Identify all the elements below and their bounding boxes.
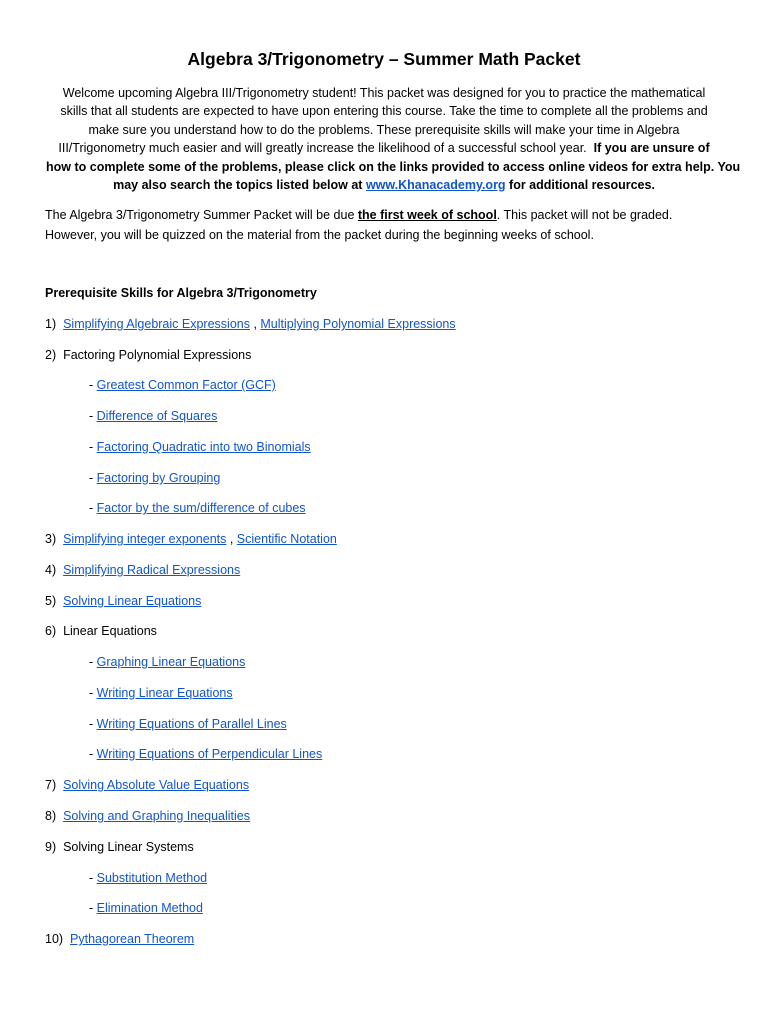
skill-link-inequalities[interactable]: Solving and Graphing Inequalities: [63, 809, 251, 823]
bullet-dash: -: [89, 871, 97, 885]
skill-number: 2): [45, 348, 57, 362]
skill-link-difference-of-squares[interactable]: Difference of Squares: [96, 409, 218, 423]
skill-link-radical-expressions[interactable]: Simplifying Radical Expressions: [63, 563, 241, 577]
skill-link-scientific-notation[interactable]: Scientific Notation: [236, 532, 337, 546]
skill-label: Linear Equations: [63, 624, 157, 638]
bullet-dash: -: [89, 655, 97, 669]
skill-link-absolute-value-equations[interactable]: Solving Absolute Value Equations: [63, 778, 250, 792]
skill-item-7: [45, 776, 249, 794]
bullet-dash: -: [89, 409, 97, 423]
skill-item-5: [45, 592, 201, 610]
bullet-dash: -: [89, 378, 97, 392]
bullet-dash: -: [89, 501, 97, 515]
skill-number: 4): [45, 563, 57, 577]
due-line: [45, 206, 735, 226]
skills-heading: Prerequisite Skills for Algebra 3/Trigonometry: [45, 286, 317, 300]
skill-item-1: [45, 315, 456, 333]
sub-skill-item: [89, 899, 203, 917]
bullet-dash: -: [89, 471, 97, 485]
sub-skill-item: [89, 653, 245, 671]
skill-link-integer-exponents[interactable]: Simplifying integer exponents: [63, 532, 227, 546]
bullet-dash: -: [89, 440, 97, 454]
sub-skill-item: [89, 869, 207, 887]
due-date-paragraph: [45, 206, 735, 245]
skill-link-multiplying-polynomial-expressions[interactable]: Multiplying Polynomial Expressions: [260, 317, 456, 331]
skill-separator: ,: [249, 317, 261, 331]
skill-link-factoring-quadratic[interactable]: Factoring Quadratic into two Binomials: [96, 440, 311, 454]
skill-number: 3): [45, 532, 57, 546]
intro-line: skills that all students are expected to have upon entering this course. Take the time to complete all the problems and: [60, 104, 708, 119]
bullet-dash: -: [89, 747, 97, 761]
bullet-dash: -: [89, 901, 97, 915]
sub-skill-item: [89, 376, 276, 394]
skill-separator: ,: [226, 532, 237, 546]
skill-link-greatest-common-factor[interactable]: Greatest Common Factor (GCF): [96, 378, 276, 392]
skill-number: 7): [45, 778, 57, 792]
sub-skill-item: [89, 745, 322, 763]
skill-link-solving-linear-equations[interactable]: Solving Linear Equations: [63, 594, 202, 608]
due-line: However, you will be quizzed on the material from the packet during the beginning weeks of school.: [45, 227, 594, 242]
bullet-dash: -: [89, 686, 97, 700]
skill-link-graphing-linear-equations[interactable]: Graphing Linear Equations: [96, 655, 246, 669]
skill-item-4: [45, 561, 240, 579]
intro-line: make sure you understand how to do the problems. These prerequisite skills will make your time in Algebra: [88, 122, 680, 137]
intro-line: [46, 176, 722, 194]
sub-skill-item: [89, 438, 311, 456]
skill-item-10: [45, 930, 194, 948]
sub-skill-item: [89, 684, 233, 702]
skill-link-perpendicular-lines[interactable]: Writing Equations of Perpendicular Lines: [96, 747, 323, 761]
intro-bold-text: how to complete some of the problems, please click on the links provided to access online videos for extra help. You: [46, 159, 741, 174]
skill-link-factoring-by-grouping[interactable]: Factoring by Grouping: [96, 471, 221, 485]
skill-link-elimination-method[interactable]: Elimination Method: [96, 901, 203, 915]
document-title: Algebra 3/Trigonometry – Summer Math Packet: [187, 49, 581, 69]
skill-item-3: [45, 530, 337, 548]
skill-link-simplifying-algebraic-expressions[interactable]: Simplifying Algebraic Expressions: [63, 317, 250, 331]
intro-paragraph: [46, 84, 741, 194]
skill-number: 6): [45, 624, 57, 638]
intro-line: [46, 139, 722, 157]
skill-number: 10): [45, 932, 64, 946]
due-date-emphasis: the first week of school: [357, 208, 497, 222]
skill-label: Factoring Polynomial Expressions: [63, 348, 252, 362]
sub-skill-item: [89, 499, 306, 517]
skill-item-6: [45, 622, 157, 640]
due-text: . This packet will not be graded.: [496, 208, 673, 222]
skill-label: Solving Linear Systems: [63, 840, 194, 854]
khanacademy-link[interactable]: www.Khanacademy.org: [365, 178, 506, 193]
skill-number: 9): [45, 840, 57, 854]
sub-skill-item: [89, 407, 217, 425]
skill-link-substitution-method[interactable]: Substitution Method: [96, 871, 208, 885]
skill-number: 8): [45, 809, 57, 823]
intro-line: Welcome upcoming Algebra III/Trigonometry student! This packet was designed for you to practice the mathematical: [62, 86, 706, 100]
skill-link-pythagorean-theorem[interactable]: Pythagorean Theorem: [70, 932, 195, 946]
skill-link-sum-difference-of-cubes[interactable]: Factor by the sum/difference of cubes: [96, 501, 306, 515]
skill-link-parallel-lines[interactable]: Writing Equations of Parallel Lines: [96, 717, 287, 731]
sub-skill-item: [89, 469, 220, 487]
intro-text: III/Trigonometry much easier and will greatly increase the likelihood of a successful school year.: [58, 141, 587, 156]
bullet-dash: -: [89, 717, 97, 731]
intro-bold-text: may also search the topics listed below at: [113, 178, 366, 193]
intro-bold-text: for additional resources.: [505, 178, 655, 193]
skill-link-writing-linear-equations[interactable]: Writing Linear Equations: [96, 686, 233, 700]
sub-skill-item: [89, 715, 287, 733]
skill-item-8: [45, 807, 250, 825]
intro-bold-text: If you are unsure of: [593, 141, 710, 156]
skill-number: 1): [45, 317, 57, 331]
skill-item-9: [45, 838, 194, 856]
due-text: The Algebra 3/Trigonometry Summer Packet will be due: [45, 208, 358, 222]
skill-item-2: [45, 346, 251, 364]
skill-number: 5): [45, 594, 57, 608]
intro-line: [46, 158, 741, 176]
